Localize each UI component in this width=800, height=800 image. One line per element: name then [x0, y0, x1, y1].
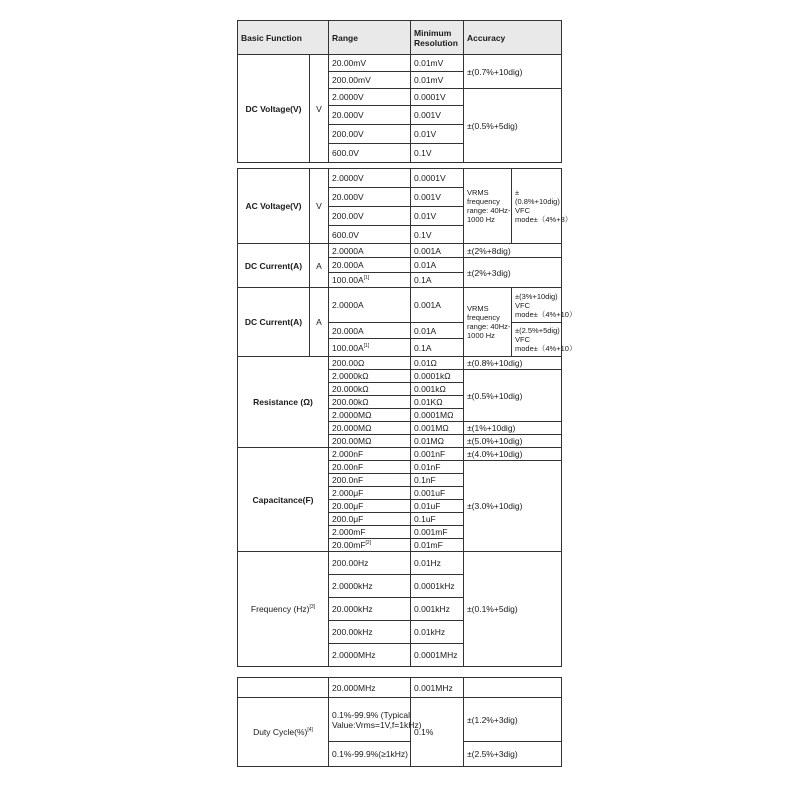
- capacitance-resolution: 0.01nF: [411, 461, 464, 474]
- resistance-accuracy-4: ±(5.0%+10dig): [464, 435, 562, 448]
- frequency-resolution: 0.001kHz: [411, 598, 464, 621]
- dc-current-1-range: 100.00A: [332, 275, 364, 285]
- ac-voltage-range: 200.00V: [329, 207, 411, 226]
- dc-voltage-unit: V: [310, 55, 329, 163]
- dc-voltage-range: 20.000V: [329, 106, 411, 125]
- resistance-resolution: 0.001kΩ: [411, 383, 464, 396]
- dc-current-2-range: 2.0000A: [329, 288, 411, 323]
- duty-cycle-accuracy-1: ±(1.2%+3dig): [464, 698, 562, 742]
- frequency-label: Frequency (Hz): [250, 604, 310, 614]
- dc-current-2-resolution: 0.001A: [411, 288, 464, 323]
- resistance-range: 20.000kΩ: [329, 383, 411, 396]
- resistance-range: 2.0000kΩ: [329, 370, 411, 383]
- footnote-marker: [1]: [363, 275, 370, 281]
- dc-current-1-label: DC Current(A): [238, 244, 310, 288]
- dc-current-2-accuracy-1: ±(3%+10dig) VFC mode±（4%+10）: [512, 288, 562, 323]
- dc-voltage-range: 200.00mV: [329, 72, 411, 89]
- dc-current-2-freq-note: VRMS frequency range: 40Hz-1000 Hz: [464, 288, 512, 357]
- dc-current-2-range-cell: [329, 339, 411, 357]
- dc-current-1-accuracy-2: ±(2%+3dig): [464, 258, 562, 288]
- frequency-range: 2.0000MHz: [329, 644, 411, 667]
- resistance-accuracy-1: ±(0.8%+10dig): [464, 357, 562, 370]
- footnote-marker: [4]: [307, 727, 313, 733]
- header-accuracy: Accuracy: [464, 21, 562, 55]
- dc-current-1-unit: A: [310, 244, 329, 288]
- empty-accuracy-cell: [464, 678, 562, 698]
- dc-current-2-range: 100.00A: [332, 342, 364, 353]
- frequency-resolution: 0.0001kHz: [411, 575, 464, 598]
- frequency-range: 20.000kHz: [329, 598, 411, 621]
- resistance-resolution: 0.01KΩ: [411, 396, 464, 409]
- dc-current-2-label: DC Current(A): [238, 288, 310, 357]
- resistance-range: 200.00Ω: [329, 357, 411, 370]
- ac-voltage-resolution: 0.0001V: [411, 169, 464, 188]
- capacitance-range: 20.00mF: [332, 540, 366, 550]
- dc-voltage-resolution: 0.0001V: [411, 89, 464, 106]
- resistance-accuracy-3: ±(1%+10dig): [464, 422, 562, 435]
- resistance-label: Resistance (Ω): [238, 357, 329, 448]
- frequency-resolution: 0.01kHz: [411, 621, 464, 644]
- spec-table-continued: [237, 677, 562, 767]
- duty-cycle-label-cell: [238, 698, 329, 767]
- header-basic-function: Basic Function: [238, 21, 329, 55]
- resistance-resolution: 0.01Ω: [411, 357, 464, 370]
- capacitance-resolution: 0.001uF: [411, 487, 464, 500]
- frequency-resolution: 0.01Hz: [411, 552, 464, 575]
- duty-cycle-label: Duty Cycle(%): [253, 727, 308, 737]
- frequency-extra-range: 20.000MHz: [329, 678, 411, 698]
- header-range: Range: [329, 21, 411, 55]
- table-row: [238, 678, 562, 698]
- table-row: [238, 169, 562, 188]
- capacitance-range: 200.0nF: [329, 474, 411, 487]
- ac-voltage-freq-note: VRMS frequency range: 40Hz-1000 Hz: [464, 169, 512, 244]
- table-row: [238, 55, 562, 72]
- resistance-resolution: 0.01MΩ: [411, 435, 464, 448]
- frequency-range: 2.0000kHz: [329, 575, 411, 598]
- dc-current-1-range: 20.000A: [329, 258, 411, 273]
- capacitance-range: 20.00μF: [329, 500, 411, 513]
- duty-cycle-accuracy-2: ±(2.5%+3dig): [464, 742, 562, 767]
- resistance-resolution: 0.001MΩ: [411, 422, 464, 435]
- capacitance-range: 200.0μF: [329, 513, 411, 526]
- dc-voltage-resolution: 0.01mV: [411, 55, 464, 72]
- resistance-accuracy-2: ±(0.5%+10dig): [464, 370, 562, 422]
- capacitance-resolution: 0.01uF: [411, 500, 464, 513]
- dc-current-2-range: 20.000A: [329, 323, 411, 339]
- dc-voltage-accuracy-1: ±(0.7%+10dig): [464, 55, 562, 89]
- capacitance-resolution: 0.001nF: [411, 448, 464, 461]
- capacitance-resolution: 0.01mF: [411, 539, 464, 552]
- capacitance-range: 2.000μF: [329, 487, 411, 500]
- ac-voltage-resolution: 0.1V: [411, 226, 464, 244]
- duty-cycle-resolution: 0.1%: [411, 698, 464, 767]
- capacitance-range: 2.000nF: [329, 448, 411, 461]
- resistance-range: 200.00kΩ: [329, 396, 411, 409]
- table-row: [238, 288, 562, 323]
- frequency-resolution: 0.0001MHz: [411, 644, 464, 667]
- table-row: [238, 552, 562, 575]
- capacitance-range: 2.000mF: [329, 526, 411, 539]
- dc-voltage-range: 2.0000V: [329, 89, 411, 106]
- capacitance-resolution: 0.1nF: [411, 474, 464, 487]
- dc-current-1-range: 2.0000A: [329, 244, 411, 258]
- ac-voltage-range: 2.0000V: [329, 169, 411, 188]
- dc-voltage-range: 200.00V: [329, 125, 411, 144]
- ac-voltage-accuracy: ±(0.8%+10dig) VFC mode±（4%+3）: [512, 169, 562, 244]
- ac-voltage-label: AC Voltage(V): [238, 169, 310, 244]
- dc-current-2-resolution: 0.01A: [411, 323, 464, 339]
- table-row: [238, 448, 562, 461]
- dc-voltage-resolution: 0.01V: [411, 125, 464, 144]
- spec-table-main: [237, 20, 577, 667]
- frequency-range: 200.00kHz: [329, 621, 411, 644]
- frequency-accuracy: ±(0.1%+5dig): [464, 552, 562, 667]
- footnote-marker: [1]: [363, 342, 370, 349]
- footnote-marker: [2]: [365, 540, 372, 546]
- dc-current-2-resolution: 0.1A: [411, 339, 464, 357]
- dc-voltage-range: 600.0V: [329, 144, 411, 163]
- capacitance-range-cell: [329, 539, 411, 552]
- resistance-resolution: 0.0001MΩ: [411, 409, 464, 422]
- ac-voltage-range: 20.000V: [329, 188, 411, 207]
- capacitance-resolution: 0.1uF: [411, 513, 464, 526]
- dc-current-1-resolution: 0.1A: [411, 273, 464, 288]
- dc-current-1-accuracy-1: ±(2%+8dig): [464, 244, 562, 258]
- table-header-row: [238, 21, 562, 55]
- ac-voltage-unit: V: [310, 169, 329, 244]
- dc-current-1-resolution: 0.001A: [411, 244, 464, 258]
- capacitance-accuracy-2: ±(3.0%+10dig): [464, 461, 562, 552]
- frequency-extra-resolution: 0.001MHz: [411, 678, 464, 698]
- table-row: [238, 244, 562, 258]
- capacitance-resolution: 0.001mF: [411, 526, 464, 539]
- dc-voltage-label: DC Voltage(V): [238, 55, 310, 163]
- dc-current-1-resolution: 0.01A: [411, 258, 464, 273]
- empty-function-cell: [238, 678, 329, 698]
- dc-current-2-accuracy-2: ±(2.5%+5dig) VFC mode±（4%+10）: [512, 323, 562, 357]
- resistance-resolution: 0.0001kΩ: [411, 370, 464, 383]
- dc-voltage-resolution: 0.1V: [411, 144, 464, 163]
- ac-voltage-resolution: 0.001V: [411, 188, 464, 207]
- resistance-range: 2.0000MΩ: [329, 409, 411, 422]
- capacitance-label: Capacitance(F): [238, 448, 329, 552]
- ac-voltage-range: 600.0V: [329, 226, 411, 244]
- table-row: [238, 698, 562, 742]
- dc-voltage-resolution: 0.001V: [411, 106, 464, 125]
- footnote-marker: [3]: [309, 604, 316, 610]
- dc-current-2-unit: A: [310, 288, 329, 357]
- table-row: [238, 357, 562, 370]
- resistance-range: 200.00MΩ: [329, 435, 411, 448]
- dc-voltage-accuracy-2: ±(0.5%+5dig): [464, 89, 562, 163]
- capacitance-accuracy-1: ±(4.0%+10dig): [464, 448, 562, 461]
- resistance-range: 20.000MΩ: [329, 422, 411, 435]
- duty-cycle-range-2: 0.1%-99.9%(≥1kHz): [329, 742, 411, 767]
- capacitance-range: 20.00nF: [329, 461, 411, 474]
- frequency-label-cell: [238, 552, 329, 667]
- dc-current-1-range-cell: [329, 273, 411, 288]
- duty-cycle-range-1: 0.1%-99.9% (Typical Value:Vrms=1V,f=1kHz): [329, 698, 411, 742]
- header-minimum-resolution: Minimum Resolution: [411, 21, 464, 55]
- dc-voltage-resolution: 0.01mV: [411, 72, 464, 89]
- ac-voltage-resolution: 0.01V: [411, 207, 464, 226]
- frequency-range: 200.00Hz: [329, 552, 411, 575]
- dc-voltage-range: 20.00mV: [329, 55, 411, 72]
